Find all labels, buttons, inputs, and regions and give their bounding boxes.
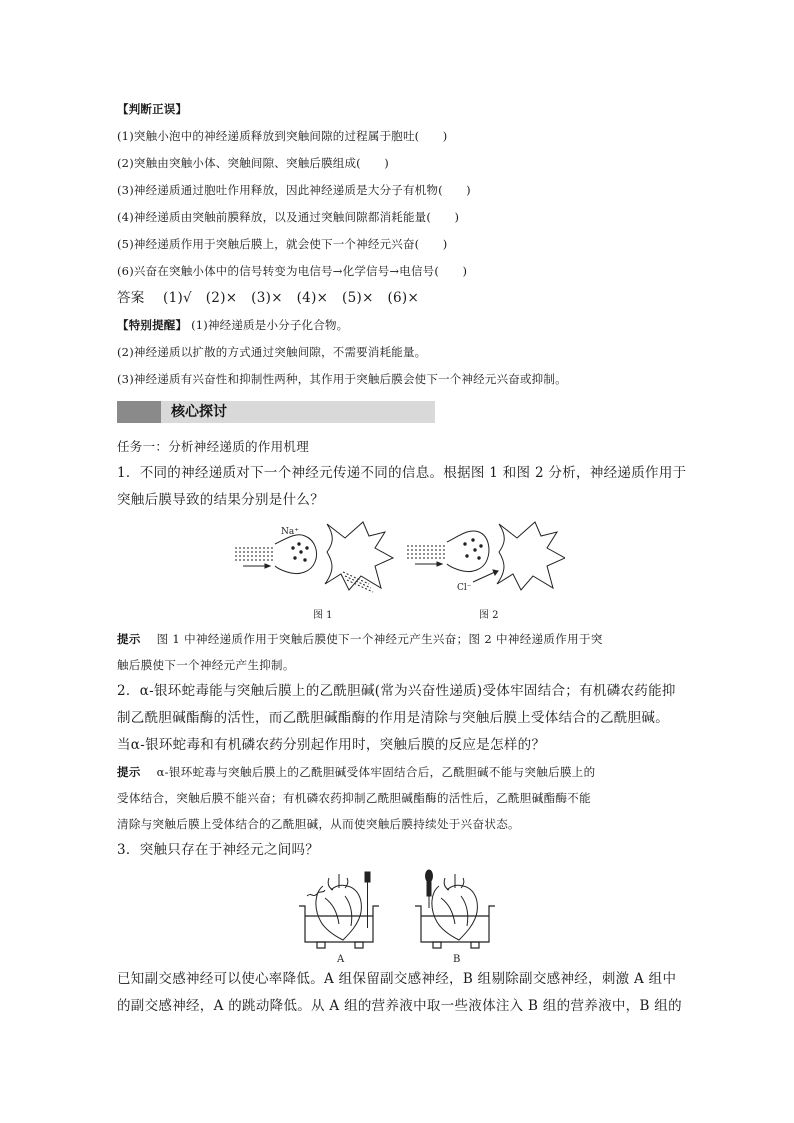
judge-item-1: (1)突触小泡中的神经递质释放到突触间隙的过程属于胞吐( ) [117, 129, 448, 143]
heart-a [307, 874, 361, 940]
judge-item-3: (3)神经递质通过胞吐作用释放，因此神经递质是大分子有机物( ) [117, 183, 471, 197]
judge-item-2: (2)突触由突触小体、突触间隙、突触后膜组成( ) [117, 156, 389, 170]
heart-b [431, 874, 476, 940]
heart-figures [295, 868, 505, 964]
q2-hint-line-2: 受体结合，突触后膜不能兴奋；有机磷农药抑制乙酰胆碱酯酶的活性后，乙酰胆碱酯酶不能 [117, 791, 591, 805]
q1-line-1: 1．不同的神经递质对下一个神经元传递不同的信息。根据图 1 和图 2 分析，神经递质作用于 [117, 465, 687, 481]
answer-label: 答案 [117, 290, 145, 306]
fig2-caption: 图 2 [479, 610, 499, 621]
fig2-ion-label: Cl⁻ [456, 583, 472, 593]
synapse-figure-1 [235, 522, 393, 592]
tip-label: 【特别提醒】 [117, 318, 188, 332]
q2-line-3: 当α-银环蛇毒和有机磷农药分别起作用时，突触后膜的反应是怎样的？ [117, 737, 546, 753]
q2-hint-text-1: α-银环蛇毒与突触后膜上的乙酰胆碱受体牢固结合后，乙酰胆碱不能与突触后膜上的 [156, 765, 596, 779]
document-page [117, 96, 687, 1020]
fig1-caption: 图 1 [313, 610, 333, 621]
judge-item-6: (6)兴奋在突触小体中的信号转变为电信号→化学信号→电信号( ) [117, 264, 468, 278]
q3-title: 3．突触只存在于神经元之间吗？ [117, 842, 320, 858]
q1-hint-label: 提示 [117, 632, 141, 646]
synapse-figures [235, 518, 565, 604]
heart-diagram [295, 868, 505, 964]
q2-line-2: 制乙酰胆碱酯酶的活性，而乙酰胆碱酯酶的作用是清除与突触后膜上受体结合的乙酰胆碱。 [117, 710, 669, 726]
tip-line-2: (2)神经递质以扩散的方式通过突触间隙，不需要消耗能量。 [117, 345, 427, 359]
q1-line-2: 突触后膜导致的结果分别是什么？ [117, 492, 324, 508]
q2-hint-label: 提示 [117, 765, 141, 779]
q1-hint-line-2: 触后膜使下一个神经元产生抑制。 [117, 658, 295, 672]
synapse-diagram [235, 518, 565, 604]
heart-a-label: A [336, 954, 344, 964]
q2-hint-line-3: 清除与突触后膜上受体结合的乙酰胆碱，从而使突触后膜持续处于兴奋状态。 [117, 817, 520, 831]
section-banner [117, 401, 435, 423]
figure-captions [117, 604, 682, 626]
synapse-figure-2 [407, 522, 565, 590]
q2-line-1: 2．α-银环蛇毒能与突触后膜上的乙酰胆碱(常为兴奋性递质)受体牢固结合；有机磷农药能抑 [117, 683, 676, 699]
section-title: 核心探讨 [171, 404, 227, 420]
q1-hint-line-1 [117, 626, 682, 652]
heart-b-label: B [452, 954, 460, 964]
q1-hint-text-1: 图 1 中神经递质作用于突触后膜使下一个神经元产生兴奋；图 2 中神经递质作用于突 [156, 632, 603, 646]
q3-para-line-2: 的副交感神经，A 的跳动降低。从 A 组的营养液中取一些液体注入 B 组的营养液中，B 组的 [117, 998, 682, 1014]
tip-text-1: (1)神经递质是小分子化合物。 [191, 318, 349, 332]
task-title: 任务一：分析神经递质的作用机理 [117, 439, 310, 454]
judge-item-4: (4)神经递质由突触前膜释放，以及通过突触间隙都消耗能量( ) [117, 210, 460, 224]
q2-hint-line-1 [117, 759, 682, 785]
answer-text: (1)√ (2)× (3)× (4)× (5)× (6)× [163, 290, 420, 306]
electrode-a [365, 872, 370, 928]
beaker-b [415, 906, 495, 948]
tip-line-3: (3)神经递质有兴奋性和抑制性两种，其作用于突触后膜会使下一个神经元兴奋或抑制。 [117, 372, 567, 386]
judge-heading: 【判断正误】 [117, 102, 188, 116]
judge-item-5: (5)神经递质作用于突触后膜上，就会使下一个神经元兴奋( ) [117, 237, 448, 251]
q3-para-line-1: 已知副交感神经可以使心率降低。A 组保留副交感神经，B 组剔除副交感神经，刺激 A 组中 [117, 971, 677, 987]
tip-line-1 [117, 312, 682, 339]
answer-line [117, 285, 682, 312]
fig1-ion-label: Na⁺ [280, 527, 299, 537]
